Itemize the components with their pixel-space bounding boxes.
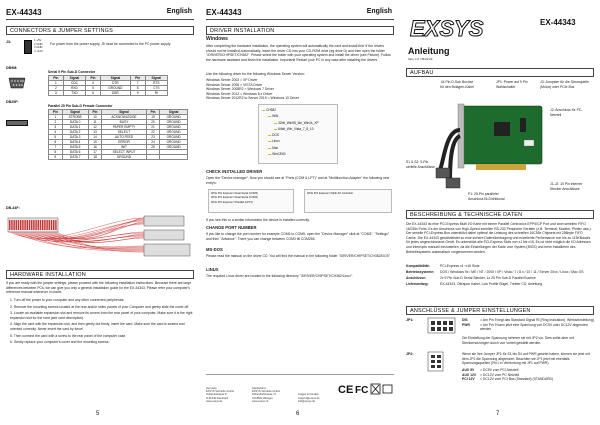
- table-cell: 3: [49, 124, 63, 129]
- svg-text:CE: CE: [338, 384, 354, 396]
- table-cell: RXD: [63, 85, 85, 90]
- table-cell: GROUND: [160, 129, 188, 134]
- change-port-heading: CHANGE PORT NUMBER: [206, 225, 257, 230]
- section-title-connectors: CONNECTORS & JUMPER SETTINGS: [6, 26, 194, 35]
- spec-label: Kompatibilität:: [406, 264, 430, 268]
- parallel-pin-table: [48, 104, 188, 160]
- jp1-jumper-diagram: [428, 318, 456, 334]
- setting-key: AUX 5V: [462, 368, 475, 372]
- column-header: Signal: [102, 109, 146, 114]
- table-cell: 23: [146, 134, 160, 139]
- pin-mark: [29, 220, 30, 230]
- table-cell: 22: [146, 129, 160, 134]
- j3-pin: 4 +12V: [34, 48, 43, 53]
- jp2-settings: [462, 368, 594, 382]
- page-header: [206, 8, 394, 20]
- list-item: 3. Locate an available expansion slot and remove its covers from the rear panel of your computer. Make sure it is the right expansion slot for the card (see card description).: [10, 311, 193, 320]
- pin-mark: [44, 220, 45, 230]
- table-cell: STROBE: [62, 114, 88, 119]
- table-cell: BUSY: [102, 119, 146, 124]
- description-text: Die EX-44343 ist eine PCI-Express Multi I/O Karte mit einem Parallel Centronics EPP/ECP Port und zwei seriellen FIFO 16C55x Ports. Es der Anschluss von High-Speed seriellen RS-232 Peripherie Geräten (z.B. Terminal, Modem, Plotter usw.). Der serielle PCI-Express Bus unterstützt dabei optimal die Leistung des schnellen 16C55x Chipsets mit 256byte FIFO Cache. Die EX-44343 gewährleistet so eine sichere Datenübertragung und exzellente Performance von bis zu 115KBaud/s für jedes angeschlossene Gerät. Es unterstützt alle PCI-Express Slots von x1 bis x16. Es ist nicht möglich die I/O Adressen und Interrupts manuell einzustellen, da die Einstellungen der Karte vom System (BIOS) und beim Installieren des Betriebssystems automatisch vorgenommen werden.: [406, 222, 592, 254]
- setting-key: DIS: [462, 318, 468, 322]
- folder-name: DOS: [272, 133, 279, 138]
- spec-value: EX-44343, Ottrapon Kabel, Low Profile Bügel, Treiber CD, Anleitung: [440, 282, 543, 287]
- table-cell: 4: [86, 80, 101, 85]
- spec-value: 2x 9 Pin Sub-D Serial Stecker, 1x 25 Pin Sub-D Parallel Buchse: [440, 276, 536, 281]
- cable-pinout-diagram: [6, 212, 194, 268]
- spec-row: [406, 282, 594, 287]
- spec-list: [406, 264, 594, 288]
- setting-key: AUX 12V: [462, 372, 477, 377]
- column-header: Signal: [63, 75, 85, 80]
- serial-table-caption: Serial 9 Pin Sub-D Connector: [48, 70, 96, 74]
- language-label: English: [166, 8, 192, 15]
- column-header: Pin: [130, 75, 145, 80]
- table-cell: CTS: [145, 85, 167, 90]
- check-driver-text: Open the "Device manager". Now you should see at "Ports (COM & LPT)" and at "Multifunction Adapter" the following new entry's:: [206, 176, 390, 185]
- os-list: [206, 78, 394, 101]
- folder-icon: ▬: [262, 108, 267, 112]
- jp2-label: JP2:: [406, 352, 414, 356]
- table-cell: 8: [130, 85, 145, 90]
- spec-row: [406, 270, 594, 275]
- folder-item: [262, 151, 334, 157]
- pin-mark: [18, 220, 19, 230]
- table-cell: 3: [49, 90, 64, 95]
- column-header: Pin: [49, 75, 64, 80]
- table-cell: DATA 1: [62, 124, 88, 129]
- table-cell: 10: [88, 114, 102, 119]
- hardware-intro: If you are ready with the jumper settings, please proceed with the following installation instructions. Because there are large differences between PCs, we can give you only a general installation guide for the EX-44343. Please refer your computer's reference manual whenever in doubt.: [6, 281, 192, 295]
- list-item: Windows Server 2012R2 to Server 2019 = Windows 10 Driver: [206, 96, 300, 101]
- linux-text: The required Linux driver are located in the following directory "/DRIVER/CHIPSET/CH382/Linux".: [206, 274, 353, 278]
- table-cell: DATA 4: [62, 139, 88, 144]
- table-cell: DATA 5: [62, 144, 88, 149]
- pin-mark: [38, 220, 39, 230]
- page-6: [200, 0, 400, 425]
- device-entry: WCH PCI Express=>Dual Serial (COM3): [211, 192, 258, 195]
- folder-name: Mac: [272, 145, 279, 150]
- pin-mark: [11, 220, 12, 230]
- wire-line: [56, 218, 144, 238]
- table-cell: 4: [49, 129, 63, 134]
- folder-tree-screenshot: [258, 104, 338, 164]
- pin-mark: [53, 220, 54, 230]
- table-cell: DATA 3: [62, 134, 88, 139]
- setting-value: = DC12V vom PCI Bus (Standard) (STANDARD): [480, 377, 554, 382]
- folder-name: WinCE60: [272, 152, 286, 157]
- table-cell: CDC: [63, 80, 85, 85]
- check-note: If you see this or a similar information the device is installed correctly.: [206, 218, 310, 222]
- footer-contact: Fragen & Kontakt support@exsys.de info@exsys.de: [298, 393, 320, 403]
- os-intro: Use the following driver for the following Windows Server Version:: [206, 72, 305, 76]
- table-cell: 7: [49, 144, 63, 149]
- callout: JP1: Power auf 9 Pin Wahlschalter: [496, 80, 528, 89]
- pin-mark: [46, 220, 47, 230]
- parallel-table-caption: Parallel 25 Pin Sub-D Female Connector: [48, 104, 113, 108]
- list-item: 6. Gently replace your computer's cover and the mounting screws.: [10, 340, 110, 345]
- table-cell: ACKNOWLEDGE: [102, 114, 146, 119]
- product-code: EX-44343: [6, 8, 42, 17]
- folder-name: 32bit_Win98_Me_Win2k_XP: [278, 120, 319, 125]
- spec-value: DOS / Windows 9x / ME / NT / 2000 / XP / Vista / 7 / 8.x / 10 / 11 / Server 20xx / Linux / Mac OS: [440, 270, 584, 275]
- folder-name: 64bit_Win_Vista_7_8_10: [278, 126, 314, 131]
- card-photo: [436, 100, 544, 190]
- callout: J3: Jumpster für die Stromquelle (Molox) oder PCIe Bus: [540, 80, 589, 89]
- folder-icon: ▬: [274, 126, 279, 131]
- section-title-jumper: ANSCHLÜSSE & JUMPER EINSTELLUNGEN: [406, 306, 594, 315]
- list-item: 1. Turn off the power to your computer and any other connected peripherals.: [10, 298, 125, 302]
- windows-text: After completing the hardware installation, the operating system will automatically the card and install this! If the drivers should not be installed automatically, insert the driver CD into your CD-ROM drive (eg drive D) and then open the folder "/DRIVER/CHIPSET/CH382". Please select the folder with your operating system and install the driver (see Picture). Follow the hardware assistant and finish the installation. Important! Restart your PC in any case after installing the drivers.: [206, 44, 391, 62]
- table-cell: GROUND: [102, 154, 146, 159]
- pin-mark: [42, 220, 43, 230]
- jp1-settings: [462, 318, 594, 332]
- table-row: [49, 114, 188, 119]
- device-entry: WCH PCI Express=>Dual Serial (COM4): [211, 196, 258, 200]
- table-cell: 1: [49, 80, 64, 85]
- language-label: English: [366, 8, 392, 15]
- pin-mark: [51, 220, 52, 230]
- msdos-text: Please read the manual on the driver CD. You will find the manual in the following folder "/DRIVER/CHIPSET/CH382/DOS": [206, 254, 391, 258]
- callout: S1 & S2: 9-Pin serielle Anschlüsse: [406, 160, 435, 169]
- table-cell: DATA 6: [62, 149, 88, 154]
- j3-pin-list: [34, 39, 48, 53]
- folder-icon: ▬: [274, 120, 279, 125]
- footer-address: Switzerland EXSYS Vertriebs GmbH Dübendorfstrasse 17 CH-8602 Wangen www.exsys.ch: [252, 386, 280, 403]
- table-row: [49, 124, 188, 129]
- page-number: 5: [96, 411, 100, 417]
- table-row: [49, 90, 168, 95]
- pin-mark: [33, 220, 34, 230]
- table-cell: AUTO FEED: [102, 134, 146, 139]
- column-header: Pin: [146, 109, 160, 114]
- jp2-text: Wenn sie ihre Jumper JP1 für S1 bis S4 auf PWR gesetzt haben, können sie jetzt mit dem JP2 die Spannung abgrenzen. Beachten sie JP1 jetzt mit ebenfalls Spannungsquellen (Pin1 in Verbindung mit JP1 auf PWR): [462, 352, 590, 366]
- table-cell: GROUND: [160, 144, 188, 149]
- setting-key: PWR: [462, 322, 470, 327]
- table-cell: [146, 154, 160, 159]
- device-entry: WCH PCI Express=>Parallel (LPT3): [211, 200, 253, 204]
- j3-pin: 3 GND: [34, 45, 43, 49]
- table-cell: 12: [88, 124, 102, 129]
- folder-name: Linux: [272, 139, 280, 144]
- table-cell: 20: [146, 119, 160, 124]
- table-cell: GROUND: [160, 139, 188, 144]
- pin-mark: [22, 220, 23, 230]
- list-item: Windows Server 2008 = VISTA Driver: [206, 82, 263, 87]
- db25-connector-image: [6, 120, 28, 126]
- table-cell: 9: [130, 90, 145, 95]
- callout: J2: Anschluss für PC-Netzteil: [550, 108, 583, 117]
- page-number: 7: [496, 411, 500, 417]
- divider: [206, 374, 394, 375]
- table-cell: 8: [49, 149, 63, 154]
- table-cell: 2: [49, 85, 64, 90]
- check-driver-heading: CHECK INSTALLED DRIVER: [206, 169, 263, 174]
- table-cell: DATA 7: [62, 154, 88, 159]
- folder-name: CH382: [266, 108, 277, 112]
- j3-pin: 1 +5V: [34, 38, 42, 42]
- manual-title: Anleitung: [408, 46, 450, 56]
- table-cell: DATA 0: [62, 119, 88, 124]
- table-cell: 25: [146, 144, 160, 149]
- db9-connector-image: [8, 76, 26, 90]
- table-row: [49, 139, 188, 144]
- table-cell: DATA 2: [62, 129, 88, 134]
- table-cell: PAPER EMPTY: [102, 124, 146, 129]
- table-cell: 2: [49, 119, 63, 124]
- db44-label: DB-44F:: [6, 206, 20, 210]
- list-item: Windows Server 2008R2 = Windows 7 Driver: [206, 87, 274, 92]
- table-cell: RI: [145, 90, 167, 95]
- table-cell: GROUND: [160, 124, 188, 129]
- table-cell: [160, 154, 188, 159]
- pin-mark: [16, 220, 17, 230]
- table-cell: 5: [86, 85, 101, 90]
- list-item: 5. Then connect the card with a screw to the rear panel of the computer case.: [10, 333, 127, 338]
- table-cell: DTR: [100, 80, 130, 85]
- linux-heading: LINUX: [206, 267, 219, 272]
- table-cell: GROUND: [160, 134, 188, 139]
- spec-value: PCI-Express x1~x16 Slots: [440, 264, 480, 268]
- setting-row: [462, 323, 594, 332]
- table-cell: 14: [88, 134, 102, 139]
- table-cell: SELECT INPUT: [102, 149, 146, 154]
- table-cell: 1: [49, 114, 63, 119]
- table-cell: 7: [130, 80, 145, 85]
- device-manager-screenshot: [304, 189, 392, 213]
- manual-version: Vers. 1.0 / 28.02.20: [408, 57, 433, 61]
- table-cell: ERROR: [102, 139, 146, 144]
- table-cell: 17: [88, 149, 102, 154]
- table-cell: 9: [49, 154, 63, 159]
- column-header: Pin: [88, 109, 102, 114]
- pin-mark: [9, 220, 10, 230]
- spec-label: Anschlüsse:: [406, 276, 427, 281]
- table-cell: 13: [88, 129, 102, 134]
- list-item: Windows Server 2012 = Windows 8.x Driver: [206, 91, 273, 96]
- column-header: Signal: [145, 75, 167, 80]
- table-cell: GROUND: [100, 85, 130, 90]
- folder-icon: ▬: [268, 114, 273, 119]
- pin-mark: [24, 220, 25, 230]
- device-manager-screenshot: [208, 189, 294, 213]
- callout: 44 Pin D-Sub Buchse für den Bolagen-Kabel: [440, 80, 474, 89]
- column-header: Pin: [86, 75, 101, 80]
- column-header: Signal: [160, 109, 188, 114]
- table-cell: DSR: [100, 90, 130, 95]
- pin-mark: [13, 220, 14, 230]
- spec-row: [406, 276, 594, 281]
- section-title-driver: DRIVER INSTALLATION: [206, 26, 394, 35]
- table-cell: TXD: [63, 90, 85, 95]
- section-title-description: BESCHREIBUNG & TECHNISCHE DATEN: [406, 210, 594, 219]
- table-cell: 18: [88, 154, 102, 159]
- column-header: Signal: [100, 75, 130, 80]
- list-item: 2. Remove the mounting screws located at the rear and/or sides panels of your Computer and gently slide the cover off.: [10, 304, 190, 309]
- pin-mark: [35, 220, 36, 230]
- product-code: EX-44343: [206, 8, 242, 17]
- pin-mark: [31, 220, 32, 230]
- table-cell: 5: [49, 134, 63, 139]
- pin-mark: [40, 220, 41, 230]
- page-5: [0, 0, 200, 425]
- jp1-label: JP1:: [406, 318, 414, 322]
- page-number: 6: [296, 411, 300, 417]
- column-header: Pin: [49, 109, 63, 114]
- j3-connector-image: [24, 40, 32, 54]
- callout: J1-J2: 15 Pin interner Stecker Anschlüsse: [550, 182, 583, 191]
- folder-icon: ▬: [268, 139, 273, 144]
- page-7: [400, 0, 600, 425]
- jp2-jumper-diagram: [428, 352, 444, 372]
- change-port-text: If you like to change the port number for example COM3 to COM5, open the "Device Manager" click at "COM3", "Settings" and then "Advance". There you can change between COM3 till COM256.: [206, 232, 390, 241]
- svg-text:EXSYS: EXSYS: [410, 16, 484, 41]
- j3-pin: 2 GND: [34, 41, 43, 46]
- table-row: [49, 134, 188, 139]
- section-title-aufbau: AUFBAU: [406, 68, 594, 77]
- footer-address: Germany EXSYS Vertriebs GmbH Industriestrasse 8 D-61449 Steinbach www.exsys.de: [206, 386, 234, 403]
- setting-value: = DC5V vom PCI-Netzteil: [480, 368, 519, 372]
- folder-name: WIN: [272, 114, 279, 119]
- setting-row: [462, 377, 594, 382]
- table-row: [49, 129, 188, 134]
- spec-label: Betriebssysteme:: [406, 270, 435, 275]
- table-cell: 21: [146, 124, 160, 129]
- table-cell: 11: [88, 119, 102, 124]
- db9-label: DB9M:: [6, 66, 18, 70]
- folder-icon: ▬: [268, 152, 273, 157]
- table-cell: RTS: [145, 80, 167, 85]
- table-cell: GROUND: [160, 119, 188, 124]
- setting-key: PCI 12V: [462, 377, 475, 382]
- list-item: Windows Server 2003 = XP Driver: [206, 78, 258, 82]
- msdos-heading: MS-DOS: [206, 247, 223, 252]
- jp1-note: Die Einstellung der Spannung nehmen sie mit JP2 vor. Dies sollte aber mit Steckernutzungen durch von Vorteil gewählt werden.: [462, 336, 574, 345]
- pin-mark: [49, 220, 50, 230]
- certification-marks: [338, 382, 394, 396]
- setting-value: = DC12V vom PC Netzteil: [480, 372, 520, 377]
- serial-pin-table: [48, 70, 168, 96]
- product-code: EX-44343: [540, 18, 576, 27]
- table-row: [49, 154, 188, 159]
- db25-label: DB25F:: [6, 100, 19, 104]
- device-entry: WCH PCI Express=>Multi-I/O Controller: [307, 192, 354, 195]
- column-header: Signal: [62, 109, 88, 114]
- folder-icon: ▬: [268, 133, 273, 138]
- pin-mark: [27, 220, 28, 230]
- setting-value: = Am Pin 9 kann jetzt eine Spannung von DC5V oder DC12V abgerufen werden: [480, 322, 588, 332]
- callout: P1: 25-Pin paralleler Anschluss Bi-Direktional: [468, 192, 505, 201]
- j3-description: For power from the power supply, J5 must be connected to the PC power supply.: [50, 42, 172, 46]
- folder-icon: ▬: [268, 145, 273, 150]
- table-cell: 19: [146, 114, 160, 119]
- table-cell: SELECT: [102, 129, 146, 134]
- hardware-steps: [10, 298, 194, 347]
- setting-value: = Am Pin 9 liegt das Standard Signal RI (Ring Indication), Werkseinstellung): [480, 318, 594, 322]
- table-cell: 15: [88, 139, 102, 144]
- table-cell: GROUND: [160, 114, 188, 119]
- svg-text:FC: FC: [355, 385, 369, 396]
- spec-label: Lieferumfang:: [406, 282, 429, 287]
- table-cell: 6: [86, 90, 101, 95]
- windows-heading: Windows: [206, 36, 228, 42]
- table-cell: 16: [88, 144, 102, 149]
- page-header: [6, 8, 194, 20]
- table-cell: 24: [146, 139, 160, 144]
- exsys-logo: [410, 14, 484, 44]
- pin-mark: [20, 220, 21, 230]
- table-cell: INIT: [102, 144, 146, 149]
- spec-row: [406, 264, 594, 269]
- section-title-hardware: HARDWARE INSTALLATION: [6, 270, 194, 279]
- table-cell: 6: [49, 139, 63, 144]
- list-item: 4. Align the card with the expansion slot, and then gently but firmly, insert the card. Make sure the card is seated and oriented correctly. Never insert the card by force!: [10, 322, 185, 331]
- j3-label: J3:: [6, 40, 12, 44]
- pin-mark: [55, 220, 56, 230]
